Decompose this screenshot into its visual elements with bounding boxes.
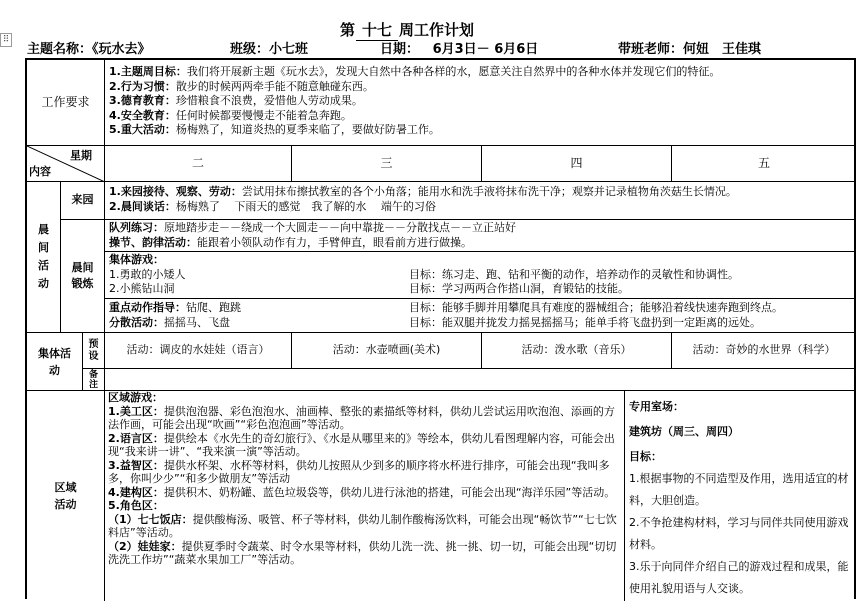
key-move-content — [105, 299, 856, 333]
class-value: 小七班 — [269, 42, 309, 57]
theme-field: 主题名称：《玩水去》 — [27, 42, 151, 57]
date-field: 日期： 6月3日－ 6月6日 — [380, 42, 539, 57]
requirement-item: 3.德育教育：珍惜粮食不浪费，爱惜他人劳动成果。 — [109, 94, 363, 107]
queue-practice: 队列练习：原地踏步走－－绕成一个大圆走－－向中靠拢－－分散找点－－立正站好 — [109, 221, 516, 234]
arrival-line: 1.来园接待、观察、劳动：尝试用抹布擦拭教室的各个小角落；能用水和洗手液将抹布洗干净；观察并记录植物角茨菇生长情况。 — [109, 185, 737, 198]
day-header: 三 — [292, 146, 482, 182]
note-label: 备注 — [83, 369, 105, 391]
area-item: 1.美工区：提供泡泡器、彩色泡泡水、油画棒、整张的素描纸等材料，供幼儿尝试运用吹泡泡、添画的方法作画，可能会出现“吹画”“彩色泡泡画”等活动。 — [108, 404, 615, 431]
arrival-label: 来园 — [61, 182, 105, 220]
special-room-content — [625, 391, 856, 601]
key-move-row: 重点动作指导：钻爬、跑跳 目标：能够手脚并用攀爬具有难度的器械组合；能够沿着线快速奔跑到终点。 — [109, 301, 783, 314]
area-games-content — [105, 391, 625, 601]
game-goal: 目标：学习两两合作搭山洞，育锻钻的技能。 — [409, 282, 629, 295]
group-plan-cell: 活动：调皮的水娃娃（语言） — [105, 333, 292, 369]
note-content — [105, 369, 856, 391]
arrival-content — [105, 182, 856, 220]
requirements-label: 工作要求 — [27, 60, 105, 146]
group-activity-label: 集体活动 — [27, 333, 83, 391]
requirement-item: 2.行为习惯：散步的时候两两牵手能不随意触碰东西。 — [109, 79, 374, 93]
game-row — [109, 282, 852, 297]
requirement-item: 5.重大活动：杨梅熟了，知道炎热的夏季来临了，要做好防暑工作。 — [109, 123, 440, 136]
game-goal: 目标：练习走、跑、钻和平衡的动作，培养动作的灵敏性和协调性。 — [409, 267, 739, 281]
day-header: 四 — [482, 146, 672, 182]
weekday-corner-label: 星期 — [70, 149, 92, 162]
arrival-line: 2.晨间谈话：杨梅熟了 下雨天的感觉 我了解的水 端午的习俗 — [109, 199, 436, 213]
day-header: 五 — [672, 146, 856, 182]
area-item: （2）娃娃家：提供夏季时令蔬菜、时令水果等材料，供幼儿洗一洗、挑一挑、切一切，可能会出现“切切洗洗工作坊”“蔬菜水果加工厂”等活动。 — [108, 539, 617, 566]
title-prefix: 第 — [340, 21, 356, 39]
theme-value: 《玩水去》 — [92, 42, 151, 57]
special-goal-head: 目标： — [629, 450, 662, 463]
group-plan-cell: 活动：泼水歌（音乐） — [482, 333, 672, 369]
exercise-label: 晨间锻炼 — [61, 220, 105, 333]
special-room-head: 专用室场： — [629, 400, 684, 413]
teacher-value: 何妞 王佳琪 — [683, 42, 762, 57]
special-room-name: 建筑坊（周三、周四） — [629, 425, 739, 438]
requirement-item: 1.主题周目标：我们将开展新主题《玩水去》，发现大自然中各种各样的水，愿意关注自然界中的各种水体并发现它们的特征。 — [109, 65, 721, 78]
area-activity-label: 区域活动 — [27, 391, 105, 601]
title-suffix: 周工作计划 — [399, 21, 475, 39]
split-activity-goal: 目标：能双腿并拢发力摇晃摇摇马；能单手将飞盘扔到一定距离的远处。 — [409, 315, 761, 329]
queue-drill-content — [105, 220, 856, 252]
morning-label: 晨间活动 — [27, 182, 61, 333]
special-goal: 2.不争抢建构材料，学习与同伴共同使用游戏材料。 — [629, 516, 849, 551]
area-games-head: 区域游戏： — [108, 391, 163, 404]
date-value: 6月3日－ 6月6日 — [432, 42, 539, 57]
group-games-head: 集体游戏： — [109, 253, 164, 266]
title-week: 十七 — [356, 19, 398, 41]
area-item: 4.建构区：提供积木、奶粉罐、蓝色垃圾袋等，供幼儿进行泳池的搭建，可能会出现“海洋乐园”等活动。 — [108, 485, 616, 499]
requirements-content — [105, 60, 856, 146]
game-name: 2.小熊钻山洞 — [109, 282, 175, 295]
content-corner-label: 内容 — [29, 164, 51, 178]
plan-label: 预设 — [83, 333, 105, 369]
group-plan-cell: 活动：奇妙的水世界（科学） — [672, 333, 856, 369]
teacher-field: 带班老师：何妞 王佳琪 — [618, 42, 762, 57]
class-field: 班级：小七班 — [230, 42, 309, 57]
game-name: 1.勇敢的小矮人 — [109, 267, 186, 281]
area-item: 3.益智区：提供水杯架、水杯等材料，供幼儿按照从少到多的顺序将水杯进行排序，可能会出现“我叫多多，你叫少少”“和多少做朋友”等活动 — [108, 458, 610, 485]
table-move-handle-icon[interactable]: ⠿ — [0, 33, 12, 47]
special-goal: 3.乐于向同伴介绍自己的游戏过程和成果，能使用礼貌用语与人交谈。 — [629, 560, 849, 595]
requirement-item: 4.安全教育：任何时候都要慢慢走不能着急奔跑。 — [109, 108, 352, 122]
weekly-plan-table — [25, 58, 856, 599]
key-move-goal: 目标：能够手脚并用攀爬具有难度的器械组合；能够沿着线快速奔跑到终点。 — [409, 301, 783, 314]
area-item: （1）七七饭店：提供酸梅汤、吸管、杯子等材料，供幼儿制作酸梅汤饮料，可能会出现“畅饮节”“七七饮料店”等活动。 — [108, 512, 617, 539]
drill-activity: 操节、韵律活动：能跟着小领队动作有力，手臂伸直，眼看前方进行做操。 — [109, 235, 472, 249]
split-activity-row: 分散活动：摇摇马、飞盘 目标：能双腿并拢发力摇晃摇摇马；能单手将飞盘扔到一定距离的远处。 — [109, 315, 761, 329]
area-item: 5.角色区： — [108, 499, 164, 512]
diagonal-header-cell — [27, 146, 105, 182]
game-row — [109, 268, 852, 283]
group-games-content — [105, 252, 856, 299]
day-header: 二 — [105, 146, 292, 182]
special-goal: 1.根据事物的不同造型及作用，选用适宜的材料，大胆创造。 — [629, 472, 849, 507]
area-item: 2.语言区：提供绘本《水先生的奇幻旅行》、《水是从哪里来的》等绘本，供幼儿看图理解内容，可能会出现“我来讲一讲”、“我来演一演”等活动。 — [108, 431, 615, 458]
group-plan-cell: 活动：水壶喷画(美术) — [292, 333, 482, 369]
